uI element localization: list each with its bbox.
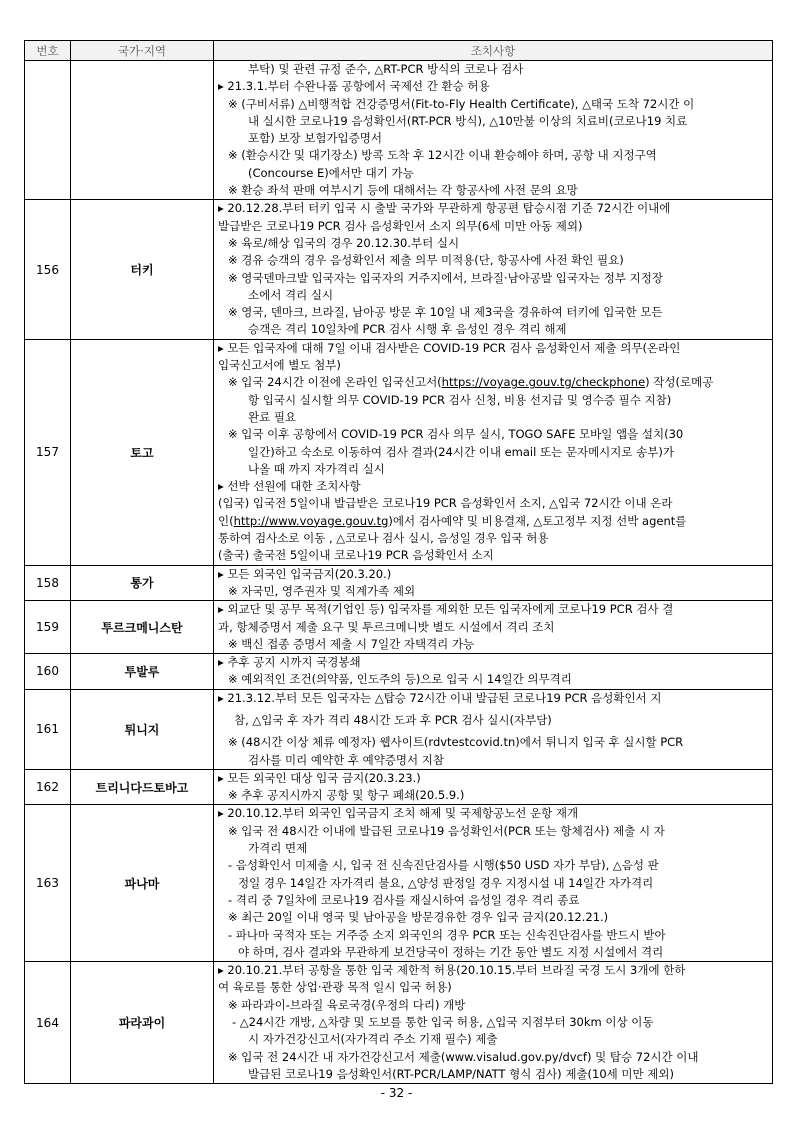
measures-cell: [214, 601, 773, 654]
measure-line: 통하여 검사소로 이동 , △코로나 검사 실시, 음성일 경우 입국 허용: [218, 531, 549, 546]
measure-line: 일간)하고 숙소로 이동하여 검사 결과(24시간 이내 email 또는 문자메시지로 송부)가: [248, 444, 674, 459]
table-row: [25, 339, 773, 565]
measure-line: 발급받은 코로나19 PCR 검사 음성확인서 소지 의무(6세 미만 아동 제외): [218, 218, 583, 233]
measure-line: 참, △입국 후 자가 격리 48시간 도과 후 PCR 검사 실시(자부담): [234, 712, 552, 727]
measure-line: ▸ 20.12.28.부터 터키 입국 시 출발 국가와 무관하게 항공편 탑승시점 기준 72시간 이내에: [218, 201, 671, 216]
measure-line: ※ 경유 승객의 경우 음성확인서 제출 의무 미적용(단, 항공사에 사전 확인 필요): [228, 253, 624, 268]
measure-line: 부탁) 및 관련 규정 준수, △RT-PCR 방식의 코로나 검사: [248, 62, 524, 76]
table-row: [25, 769, 773, 805]
measure-line: ※ 자국민, 영주권자 및 직계가족 제외: [228, 583, 416, 598]
url-link[interactable]: https://voyage.gouv.tg/checkphone: [441, 375, 646, 390]
country-name: 투르크메니스탄: [71, 601, 214, 654]
header-country: 국가·지역: [71, 41, 214, 61]
measure-line: ▸ 모든 입국자에 대해 7일 이내 검사받은 COVID-19 PCR 검사 음성확인서 제출 의무(온라인: [218, 340, 681, 355]
measures-cell: [214, 200, 773, 339]
measure-line: ※ 육로/해상 입국의 경우 20.12.30.부터 실시: [228, 235, 460, 250]
row-number: 156: [25, 200, 71, 339]
header-number: 번호: [25, 41, 71, 61]
table-row: [25, 61, 773, 200]
measure-line: (출국) 출국전 5일이내 코로나19 PCR 음성확인서 소지: [218, 548, 494, 563]
measures-cell: [214, 654, 773, 690]
measure-line: ※ (48시간 이상 체류 예정자) 웹사이트(rdvtestcovid.tn)에서 튀니지 입국 후 실시할 PCR: [228, 735, 684, 750]
measure-line: ※ 최근 20일 이내 영국 및 남아공을 방문경유한 경우 입국 금지(20.12.21.): [228, 910, 609, 925]
measure-line: - △24시간 개방, △차량 및 도보를 통한 입국 허용, △입국 지점부터 30km 이상 이동: [232, 1015, 654, 1030]
measures-cell: [214, 565, 773, 601]
measure-line: ▸ 21.3.12.부터 모든 입국자는 △탑승 72시간 이내 발급된 코로나19 PCR 음성확인서 지: [218, 690, 662, 705]
table-row: [25, 805, 773, 962]
row-number: 161: [25, 689, 71, 769]
measure-line: ※ 파라과이-브라질 육로국경(우정의 다리) 개방: [228, 997, 466, 1012]
measures-cell: [214, 962, 773, 1084]
table-row: [25, 601, 773, 654]
table-row: [25, 689, 773, 769]
measure-line: 발급된 코로나19 음성확인서(RT-PCR/LAMP/NATT 형식 검사) 제출(10세 미만 제외): [248, 1066, 674, 1081]
measure-line: 가격리 면제: [248, 841, 308, 856]
row-number: 164: [25, 962, 71, 1084]
measure-line: ※ 예외적인 조건(의약품, 인도주의 등)으로 입국 시 14일간 의무격리: [228, 672, 572, 687]
country-name: [71, 61, 214, 200]
country-name: 통가: [71, 565, 214, 601]
measure-line: 검사를 미리 예약한 후 예약증명서 지참: [248, 752, 445, 767]
measures-table: [24, 40, 773, 1084]
row-number: [25, 61, 71, 200]
measure-line-with-link: ※ 입국 24시간 이전에 온라인 입국신고서(https://voyage.gouv.tg/checkphone) 작성(로메공: [228, 375, 714, 390]
measures-cell: [214, 805, 773, 962]
table-row: [25, 200, 773, 339]
measure-line: 여 육로를 통한 상업·관광 목적 일시 입국 허용): [218, 980, 452, 995]
country-name: 파라과이: [71, 962, 214, 1084]
measure-line: - 음성확인서 미제출 시, 입국 전 신속진단검사를 시행($50 USD 자가 부담), △음성 판: [228, 858, 659, 873]
table-row: [25, 962, 773, 1084]
measure-line: ※ 입국 이후 공항에서 COVID-19 PCR 검사 의무 실시, TOGO SAFE 모바일 앱을 설치(30: [228, 427, 684, 442]
measure-line: 소에서 격리 실시: [248, 287, 334, 302]
table-body: [25, 61, 773, 1084]
row-number: 160: [25, 654, 71, 690]
table-row: [25, 654, 773, 690]
measure-line: (입국) 입국전 5일이내 발급받은 코로나19 PCR 음성확인서 소지, △입국 72시간 이내 온라: [218, 496, 673, 511]
measure-line: - 파나마 국적자 또는 거주증 소지 외국인의 경우 PCR 또는 신속진단검사를 반드시 받아: [228, 927, 666, 942]
measure-line: 시 자가건강신고서(자가격리 주소 기재 필수) 제출: [248, 1032, 498, 1047]
table-row: [25, 565, 773, 601]
measure-line: ▸ 20.10.12.부터 외국인 입국금지 조치 해제 및 국제항공노선 운항 재개: [218, 806, 579, 821]
measures-cell: [214, 61, 773, 200]
measure-line: 입국신고서에 별도 첨부): [218, 358, 341, 373]
measure-line: 나올 때 까지 자가격리 실시: [248, 461, 385, 476]
measure-line: (Concourse E)에서만 대기 가능: [248, 165, 414, 180]
measure-line: ※ (구비서류) △비행적합 건강증명서(Fit-to-Fly Health Certificate), △태국 도착 72시간 이: [228, 96, 695, 111]
measure-line: ※ 추후 공지시까지 공항 및 항구 폐쇄(20.5.9.): [228, 788, 465, 803]
measure-line: 항 입국시 실시할 의무 COVID-19 PCR 검사 신청, 비용 선지급 및 영수증 필수 지참): [248, 392, 672, 407]
measure-line: 완료 필요: [248, 409, 297, 424]
measure-line: ※ (환승시간 및 대기장소) 방콕 도착 후 12시간 이내 환승해야 하며, 공항 내 지정구역: [228, 148, 657, 163]
measure-line: 승객은 격리 10일차에 PCR 검사 시행 후 음성인 경우 격리 해제: [248, 322, 567, 337]
measures-cell: [214, 339, 773, 565]
measure-line: 포함) 보장 보험가입증명서: [248, 131, 382, 146]
measure-line: ▸ 21.3.1.부터 수완나품 공항에서 국제선 간 환승 허용: [218, 79, 490, 94]
measure-line: 정일 경우 14일간 자가격리 불요, △양성 판정일 경우 지정시설 내 14일간 자가격리: [238, 875, 654, 890]
row-number: 159: [25, 601, 71, 654]
table-header-row: [25, 41, 773, 61]
measure-line-with-link: 인(http://www.voyage.gouv.tg)에서 검사예약 및 비용결재, △토고정부 지정 선박 agent를: [218, 513, 687, 528]
measure-line: ▸ 20.10.21.부터 공항을 통한 입국 제한적 허용(20.10.15.부터 브라질 국경 도시 3개에 한하: [218, 963, 686, 978]
row-number: 162: [25, 769, 71, 805]
url-link[interactable]: http://www.voyage.gouv.tg: [233, 513, 389, 528]
country-name: 트리니다드토바고: [71, 769, 214, 805]
measure-line: ※ 영국덴마크발 입국자는 입국자의 거주지에서, 브라질·남아공발 입국자는 정부 지정장: [228, 270, 664, 285]
measure-line: - 격리 중 7일차에 코로나19 검사를 재실시하여 음성일 경우 격리 종료: [228, 892, 580, 907]
measure-line: 과, 항체증명서 제출 요구 및 투르크메니밧 별도 시설에서 격리 조치: [218, 619, 555, 634]
header-measures: 조치사항: [214, 41, 773, 61]
measure-line: ▸ 모든 외국인 입국금지(20.3.20.): [218, 566, 392, 581]
row-number: 157: [25, 339, 71, 565]
row-number: 163: [25, 805, 71, 962]
page-number: - 32 -: [380, 1086, 413, 1100]
row-number: 158: [25, 565, 71, 601]
country-name: 터키: [71, 200, 214, 339]
measure-line: ▸ 외교단 및 공무 목적(기업인 등) 입국자를 제외한 모든 입국자에게 코로나19 PCR 검사 결: [218, 602, 674, 617]
measures-cell: [214, 689, 773, 769]
measure-line: ※ 환승 좌석 판매 여부시기 등에 대해서는 각 항공사에 사전 문의 요망: [228, 183, 578, 198]
measure-line: ▸ 추후 공지 시까지 국경봉쇄: [218, 655, 361, 670]
country-name: 튀니지: [71, 689, 214, 769]
measure-line: ※ 백신 접종 증명서 제출 시 7일간 자택격리 가능: [228, 636, 475, 651]
country-name: 토고: [71, 339, 214, 565]
measure-line: ▸ 모든 외국인 대상 입국 금지(20.3.23.): [218, 770, 421, 785]
measure-line: ※ 영국, 덴마크, 브라질, 남아공 방문 후 10일 내 제3국을 경유하여 터키에 입국한 모든: [228, 305, 663, 320]
country-name: 파나마: [71, 805, 214, 962]
measure-line: ※ 입국 전 48시간 이내에 발급된 코로나19 음성확인서(PCR 또는 항체검사) 제출 시 자: [228, 823, 665, 838]
measures-cell: [214, 769, 773, 805]
measure-line: 내 실시한 코로나19 음성확인서(RT-PCR 방식), △10만불 이상의 치료비(코로나19 치료: [248, 113, 688, 128]
measure-line: 야 하며, 검사 결과와 무관하게 보건당국이 정하는 기간 동안 별도 지정 시설에서 격리: [238, 944, 664, 959]
country-name: 투발루: [71, 654, 214, 690]
measure-line: ※ 입국 전 24시간 내 자가건강신고서 제출(www.visalud.gov.py/dvcf) 및 탑승 72시간 이내: [228, 1049, 699, 1064]
measure-line: ▸ 선박 선원에 대한 조치사항: [218, 479, 361, 494]
